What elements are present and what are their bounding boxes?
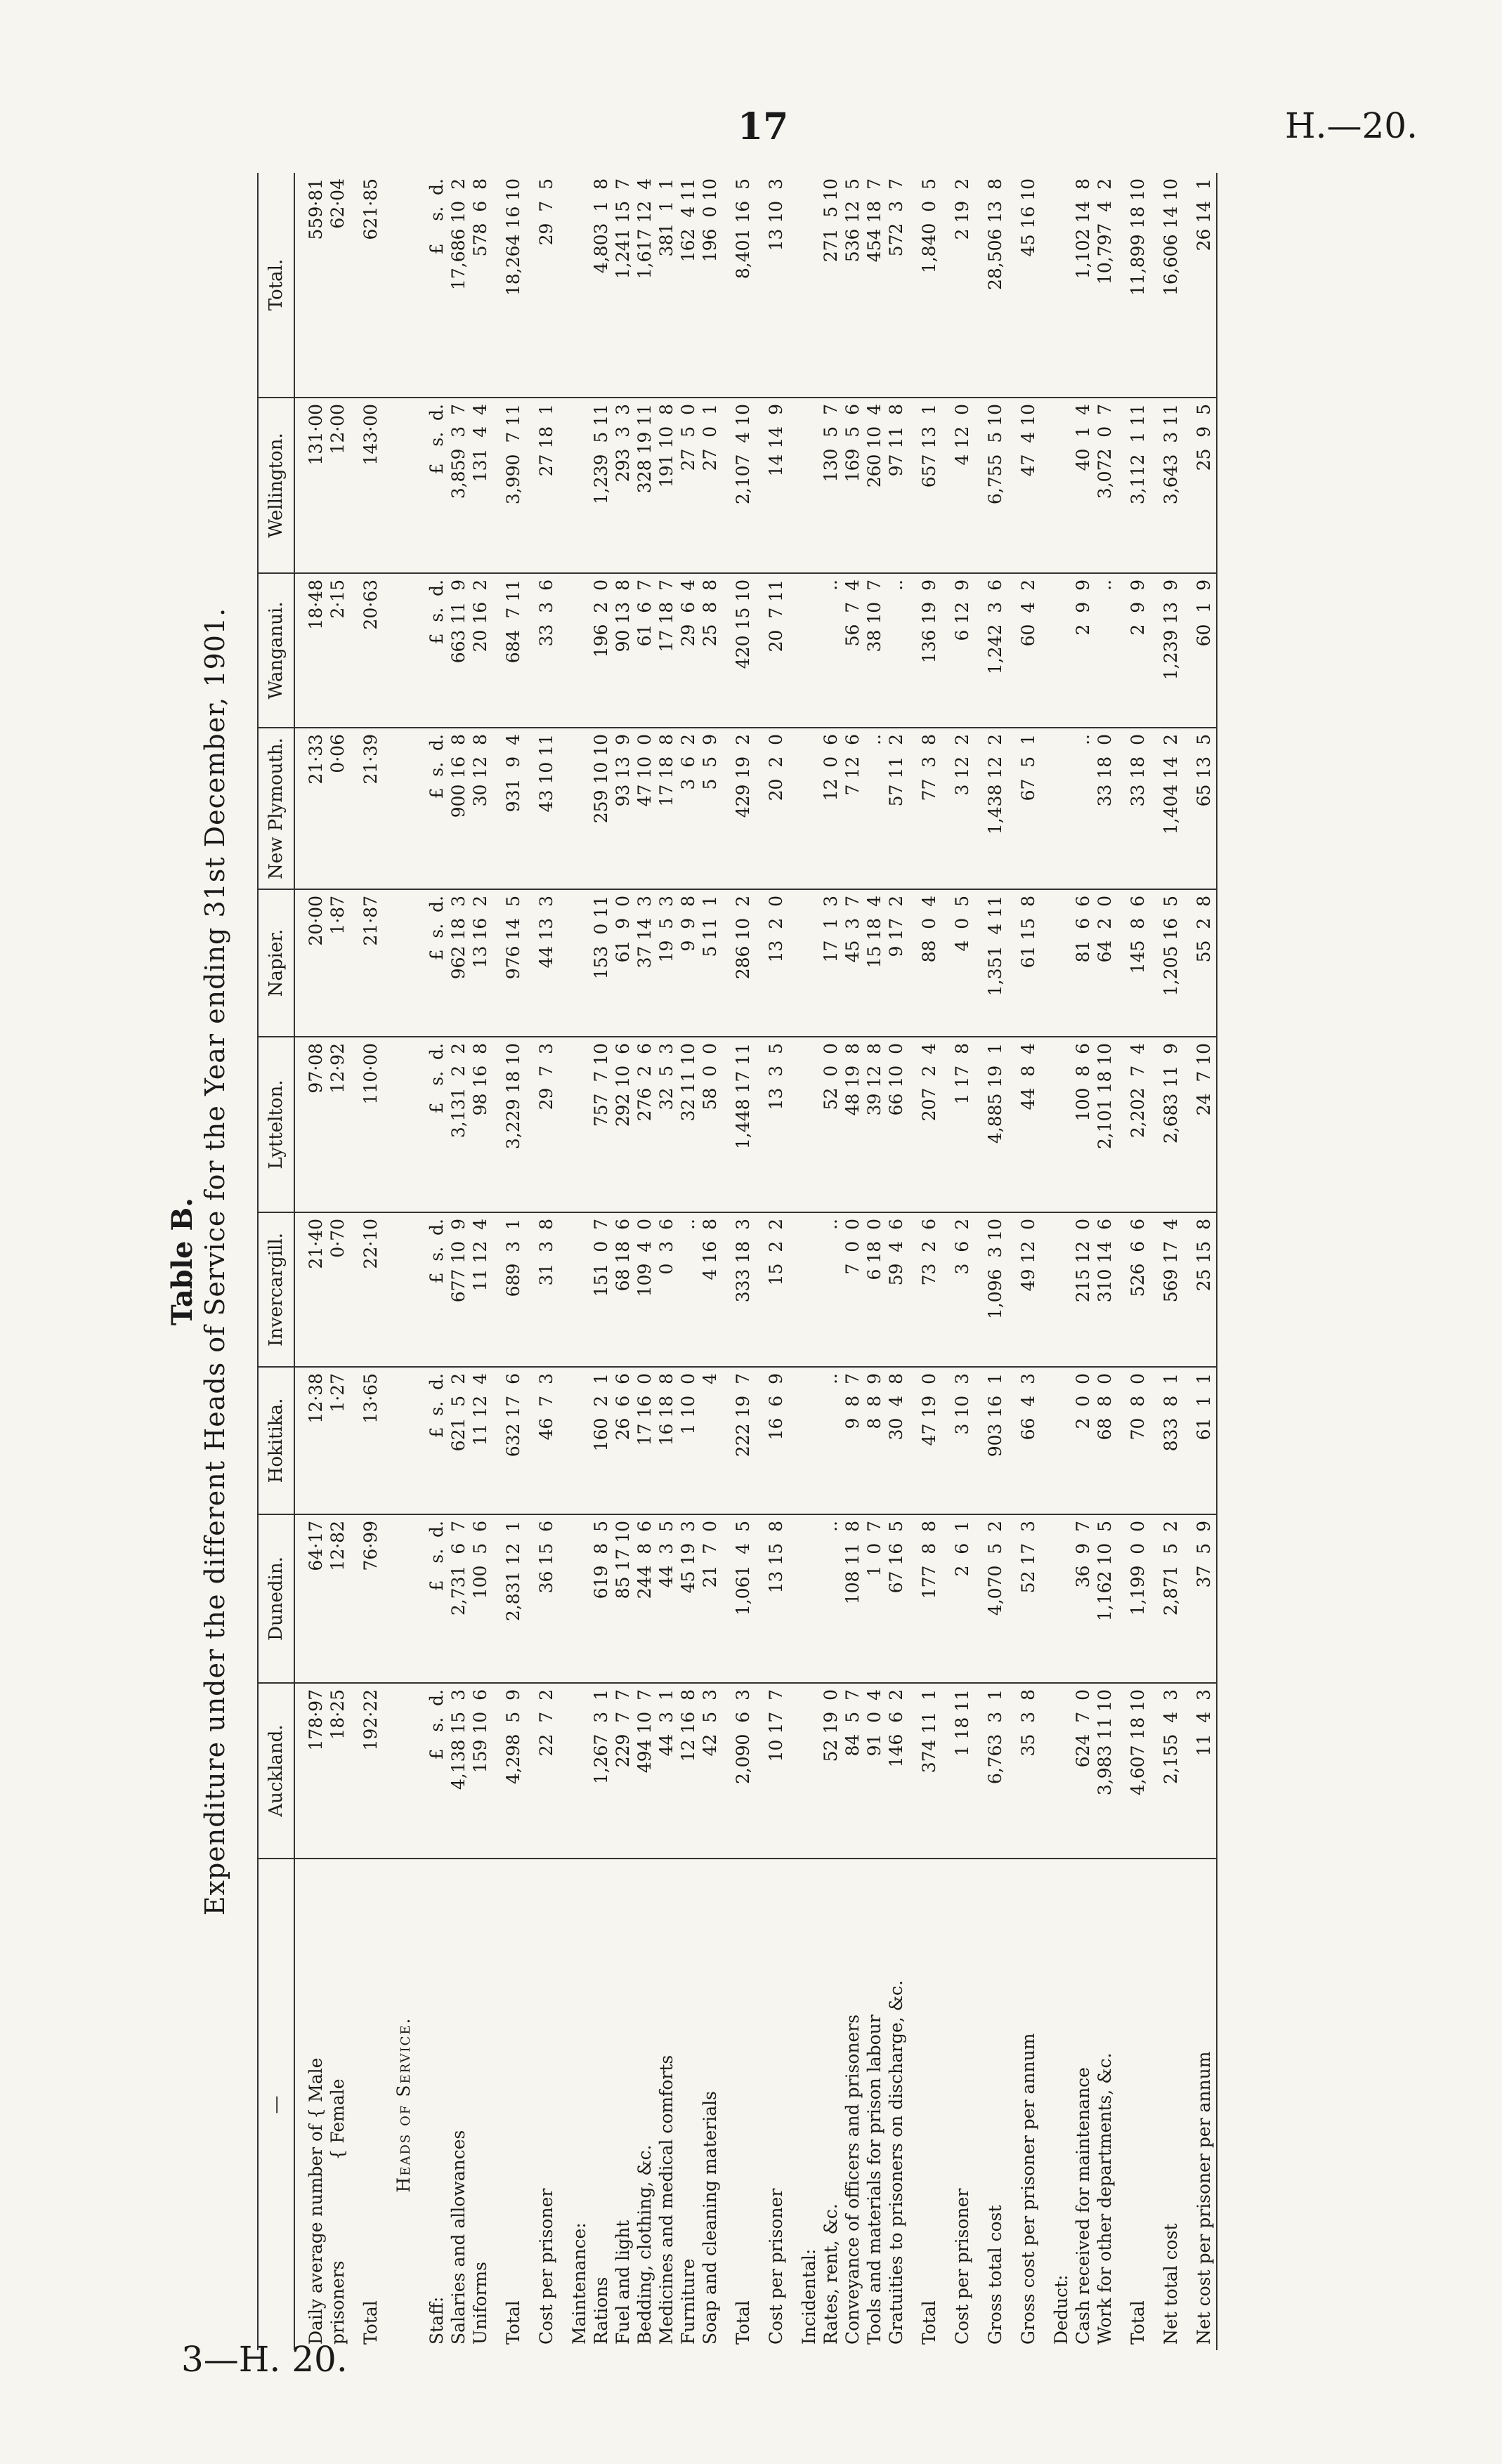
value-cell: 44 8 4 [1007, 1037, 1040, 1212]
value-cell: 2 6 1 [941, 1514, 974, 1683]
value-cell: 4 12 0 [941, 398, 974, 573]
value-cell: .. 56 7 4 38 10 7 .. [788, 573, 908, 728]
value-cell: 2,202 7 4 [1117, 1037, 1150, 1212]
row-label: Total [1128, 2300, 1148, 2345]
value-cell: 4,607 18 10 [1117, 1683, 1150, 1859]
value-cell: 177 8 8 [908, 1514, 941, 1683]
value-cell: 621·85 [350, 173, 383, 398]
value-cell: 33 18 0 [1117, 728, 1150, 889]
table-row [416, 173, 492, 2350]
row-label: Cost per prisoner [536, 2188, 556, 2345]
value-cell: 4 0 5 [941, 889, 974, 1037]
value-cell: 12·38 1·27 [294, 1367, 350, 1514]
value-cell: 1 17 8 [941, 1037, 974, 1212]
value-cell: 429 19 2 [722, 728, 755, 889]
value-cell: 374 11 1 [908, 1683, 941, 1859]
value-cell: 33 3 6 [525, 573, 559, 728]
value-cell: 1,239 13 9 [1150, 573, 1183, 728]
value-cell: 60 1 9 [1183, 573, 1217, 728]
value-cell: 22·10 [350, 1212, 383, 1367]
table-row [974, 173, 1007, 2350]
row-label: Gross total cost [985, 2205, 1005, 2345]
value-cell: 136 19 9 [908, 573, 941, 728]
table-row [492, 173, 525, 2350]
value-cell: £ s. d. 3,859 3 7 131 4 4 [416, 398, 492, 573]
table-subtitle: Expenditure under the different Heads of Service for the Year ending 31st December, 1901. [200, 607, 230, 1916]
value-cell: 47 19 0 [908, 1367, 941, 1514]
table-row [559, 173, 722, 2350]
value-cell: £ s. d. 621 5 2 11 12 4 [416, 1367, 492, 1514]
table-row [350, 173, 383, 2350]
value-cell: 18·48 2·15 [294, 573, 350, 728]
row-label: Total [360, 2300, 381, 2345]
value-cell: 16,606 14 10 [1150, 173, 1183, 398]
value-cell: 3,112 1 11 [1117, 398, 1150, 573]
value-cell: £ s. d. 663 11 9 20 16 2 [416, 573, 492, 728]
value-cell: 40 1 4 3,072 0 7 [1040, 398, 1117, 573]
value-cell: 12 0 6 7 12 6 .. 57 11 2 [788, 728, 908, 889]
value-cell: £ s. d. 4,138 15 3 159 10 6 [416, 1683, 492, 1859]
value-cell: 215 12 0 310 14 6 [1040, 1212, 1117, 1367]
value-cell: 45 16 10 [1007, 173, 1040, 398]
value-cell: 1,267 3 1 229 7 7 494 10 7 44 3 1 12 16 8 42 5 3 [559, 1683, 722, 1859]
value-cell: 61 15 8 [1007, 889, 1040, 1037]
value-cell: 37 5 9 [1183, 1514, 1217, 1683]
value-cell: 559·81 62·04 [294, 173, 350, 398]
row-label: Daily average number of { Male prisoners { Female [306, 2057, 348, 2345]
empty-cell [383, 1212, 416, 1367]
value-cell: 1,438 12 2 [974, 728, 1007, 889]
value-cell: 52 0 0 48 19 8 39 12 8 66 10 0 [788, 1037, 908, 1212]
value-cell: 13 10 3 [755, 173, 788, 398]
value-cell: 13·65 [350, 1367, 383, 1514]
value-cell: 47 4 10 [1007, 398, 1040, 573]
row-label: Gross cost per prisoner per annum [1018, 2033, 1038, 2345]
table-row [788, 173, 908, 2350]
row-label: Staff: Salaries and allowances Uniforms [426, 2130, 490, 2345]
value-cell: 271 5 10 536 12 5 454 18 7 572 3 7 [788, 173, 908, 398]
value-cell: 624 7 0 3,983 11 10 [1040, 1683, 1117, 1859]
value-cell: 18,264 16 10 [492, 173, 525, 398]
value-cell: 16 6 9 [755, 1367, 788, 1514]
value-cell: 526 6 6 [1117, 1212, 1150, 1367]
value-cell: 8,401 16 5 [722, 173, 755, 398]
value-cell: 88 0 4 [908, 889, 941, 1037]
value-cell: 27 18 1 [525, 398, 559, 573]
value-cell: 44 13 3 [525, 889, 559, 1037]
value-cell: 66 4 3 [1007, 1367, 1040, 1514]
column-header: New Plymouth. [258, 728, 294, 889]
value-cell: 619 8 5 85 17 10 244 8 6 44 3 5 45 19 3 21 7 0 [559, 1514, 722, 1683]
value-cell: 20·63 [350, 573, 383, 728]
value-cell: 28,506 13 8 [974, 173, 1007, 398]
column-header: Invercargill. [258, 1212, 294, 1367]
value-cell: £ s. d. 677 10 9 11 12 4 [416, 1212, 492, 1367]
value-cell: 833 8 1 [1150, 1367, 1183, 1514]
value-cell: 2,871 5 2 [1150, 1514, 1183, 1683]
value-cell: 67 5 1 [1007, 728, 1040, 889]
value-cell: 22 7 2 [525, 1683, 559, 1859]
footer-code: 3—H. 20. [181, 2339, 348, 2380]
empty-cell [383, 1683, 416, 1859]
value-cell: £ s. d. 17,686 10 2 578 6 8 [416, 173, 492, 398]
value-cell: 6,763 3 1 [974, 1683, 1007, 1859]
value-cell: 20 2 0 [755, 728, 788, 889]
expenditure-table [257, 173, 1217, 2350]
table-row [941, 173, 974, 2350]
value-cell: 976 14 5 [492, 889, 525, 1037]
value-cell: 60 4 2 [1007, 573, 1040, 728]
table-row [722, 173, 755, 2350]
value-cell: 36 15 6 [525, 1514, 559, 1683]
value-cell: 3,643 3 11 [1150, 398, 1183, 573]
column-header: Auckland. [258, 1683, 294, 1859]
row-label: Total [919, 2300, 939, 2345]
value-cell: 2,683 11 9 [1150, 1037, 1183, 1212]
row-label: Total [733, 2300, 753, 2345]
value-cell: 192·22 [350, 1683, 383, 1859]
value-cell: 2 9 9 .. [1040, 573, 1117, 728]
value-cell: 4,298 5 9 [492, 1683, 525, 1859]
empty-cell [383, 1037, 416, 1212]
value-cell: 160 2 1 26 6 6 17 16 0 16 18 8 1 10 0 4 [559, 1367, 722, 1514]
empty-cell [383, 889, 416, 1037]
value-cell: 207 2 4 [908, 1037, 941, 1212]
value-cell: 35 3 8 [1007, 1683, 1040, 1859]
empty-cell [383, 1514, 416, 1683]
value-cell: 333 18 3 [722, 1212, 755, 1367]
table-row [1183, 173, 1217, 2350]
value-cell: 46 7 3 [525, 1367, 559, 1514]
column-header: Hokitika. [258, 1367, 294, 1514]
value-cell: 178·97 18·25 [294, 1683, 350, 1859]
column-header: Total. [258, 173, 294, 398]
column-header: Napier. [258, 889, 294, 1037]
value-cell: 4,070 5 2 [974, 1514, 1007, 1683]
value-cell: 1,102 14 8 10,797 4 2 [1040, 173, 1117, 398]
value-cell: 13 15 8 [755, 1514, 788, 1683]
page-number: 17 [738, 105, 789, 148]
value-cell: 1,351 4 11 [974, 889, 1007, 1037]
value-cell: 2 19 2 [941, 173, 974, 398]
row-label: Deduct: Cash received for maintenance Work for other departments, &c. [1051, 2052, 1115, 2345]
value-cell: 15 2 2 [755, 1212, 788, 1367]
value-cell: 13 3 5 [755, 1037, 788, 1212]
value-cell: 21·40 0·70 [294, 1212, 350, 1367]
value-cell: 2 0 0 68 8 0 [1040, 1367, 1117, 1514]
table-body [294, 173, 1217, 2350]
table-row [755, 173, 788, 2350]
empty-cell [383, 173, 416, 398]
value-cell: 20·00 1·87 [294, 889, 350, 1037]
value-cell: 13 2 0 [755, 889, 788, 1037]
section-title: Heads of Service. [393, 2017, 414, 2193]
value-cell: 77 3 8 [908, 728, 941, 889]
row-label: Net cost per prisoner per annum [1194, 2051, 1214, 2345]
value-cell: 2 9 9 [1117, 573, 1150, 728]
value-cell: 1,239 5 11 293 3 3 328 19 11 191 10 8 27 5 0 27 0 1 [559, 398, 722, 573]
value-cell: 29 7 3 [525, 1037, 559, 1212]
value-cell: 4,885 19 1 [974, 1037, 1007, 1212]
value-cell: 64·17 12·82 [294, 1514, 350, 1683]
value-cell: 1 18 11 [941, 1683, 974, 1859]
value-cell: 55 2 8 [1183, 889, 1217, 1037]
value-cell: 222 19 7 [722, 1367, 755, 1514]
value-cell: 151 0 7 68 18 6 109 4 0 0 3 6 .. 4 16 8 [559, 1212, 722, 1367]
value-cell: 43 10 11 [525, 728, 559, 889]
value-cell: 1,242 3 6 [974, 573, 1007, 728]
value-cell: .. 108 11 8 1 0 7 67 16 5 [788, 1514, 908, 1683]
table-row [525, 173, 559, 2350]
empty-cell [383, 398, 416, 573]
value-cell: 65 13 5 [1183, 728, 1217, 889]
value-cell: 1,061 4 5 [722, 1514, 755, 1683]
value-cell: 100 8 6 2,101 18 10 [1040, 1037, 1117, 1212]
value-cell: 196 2 0 90 13 8 61 6 7 17 18 7 29 6 4 25 8 8 [559, 573, 722, 728]
value-cell: 1,199 0 0 [1117, 1514, 1150, 1683]
value-cell: 26 14 1 [1183, 173, 1217, 398]
table-row [1007, 173, 1040, 2350]
value-cell: 21·39 [350, 728, 383, 889]
empty-cell [383, 728, 416, 889]
value-cell: 49 12 0 [1007, 1212, 1040, 1367]
value-cell: £ s. d. 962 18 3 13 16 2 [416, 889, 492, 1037]
value-cell: 153 0 11 61 9 0 37 14 3 19 5 3 9 9 8 5 11 1 [559, 889, 722, 1037]
row-label: Cost per prisoner [766, 2188, 786, 2345]
rotated-table-region [166, 173, 1430, 2350]
value-cell: 420 15 10 [722, 573, 755, 728]
value-cell: 25 15 8 [1183, 1212, 1217, 1367]
row-label: Net total cost [1161, 2223, 1181, 2345]
value-cell: 569 17 4 [1150, 1212, 1183, 1367]
value-cell: 21·87 [350, 889, 383, 1037]
value-cell: 52 19 0 84 5 7 91 0 4 146 6 2 [788, 1683, 908, 1859]
empty-cell [383, 1367, 416, 1514]
value-cell: 3,229 18 10 [492, 1037, 525, 1212]
value-cell: 36 9 7 1,162 10 5 [1040, 1514, 1117, 1683]
column-header: Lyttelton. [258, 1037, 294, 1212]
value-cell: £ s. d. 2,731 6 7 100 5 6 [416, 1514, 492, 1683]
value-cell: 689 3 1 [492, 1212, 525, 1367]
table-row [1117, 173, 1150, 2350]
value-cell: 17 1 3 45 3 7 15 18 4 9 17 2 [788, 889, 908, 1037]
value-cell: 11,899 18 10 [1117, 173, 1150, 398]
row-label: Total [503, 2300, 523, 2345]
value-cell: .. 9 8 7 8 8 9 30 4 8 [788, 1367, 908, 1514]
value-cell: 52 17 3 [1007, 1514, 1040, 1683]
value-cell: 2,107 4 10 [722, 398, 755, 573]
value-cell: 1,404 14 2 [1150, 728, 1183, 889]
value-cell: 81 6 6 64 2 0 [1040, 889, 1117, 1037]
value-cell: 130 5 7 169 5 6 260 10 4 97 11 8 [788, 398, 908, 573]
value-cell: 29 7 5 [525, 173, 559, 398]
value-cell: £ s. d. 3,131 2 2 98 16 8 [416, 1037, 492, 1212]
value-cell: 657 13 1 [908, 398, 941, 573]
value-cell: 143·00 [350, 398, 383, 573]
value-cell: 97·08 12·92 [294, 1037, 350, 1212]
table-row [1150, 173, 1183, 2350]
table-row [294, 173, 350, 2350]
value-cell: 259 10 10 93 13 9 47 10 0 17 18 8 3 6 2 5 5 9 [559, 728, 722, 889]
column-header-label: — [258, 1859, 294, 2350]
value-cell: 24 7 10 [1183, 1037, 1217, 1212]
value-cell: .. 7 0 0 6 18 0 59 4 6 [788, 1212, 908, 1367]
value-cell: £ s. d. 900 16 8 30 12 8 [416, 728, 492, 889]
page-code: H.—20. [1284, 105, 1418, 146]
value-cell: 2,090 6 3 [722, 1683, 755, 1859]
value-cell: 6 12 9 [941, 573, 974, 728]
value-cell: 1,096 3 10 [974, 1212, 1007, 1367]
column-header: Dunedin. [258, 1514, 294, 1683]
column-header: Wellington. [258, 398, 294, 573]
value-cell: 1,448 17 11 [722, 1037, 755, 1212]
value-cell: 632 17 6 [492, 1367, 525, 1514]
row-label: Cost per prisoner [952, 2188, 972, 2345]
value-cell: 2,155 4 3 [1150, 1683, 1183, 1859]
value-cell: 70 8 0 [1117, 1367, 1150, 1514]
value-cell: 11 4 3 [1183, 1683, 1217, 1859]
value-cell: 145 8 6 [1117, 889, 1150, 1037]
table-row [383, 173, 416, 2350]
value-cell: 684 7 11 [492, 573, 525, 728]
value-cell: 931 9 4 [492, 728, 525, 889]
value-cell: 4,803 1 8 1,241 15 7 1,617 12 4 381 1 1 162 4 11 196 0 10 [559, 173, 722, 398]
row-label: Incidental: Rates, rent, &c. Conveyance of officers and prisoners Tools and materials for prison labour Gratuities to prisoners on discharge, &c. [799, 1980, 906, 2345]
value-cell: 73 2 6 [908, 1212, 941, 1367]
value-cell: 14 14 9 [755, 398, 788, 573]
value-cell: 3 12 2 [941, 728, 974, 889]
value-cell: 903 16 1 [974, 1367, 1007, 1514]
value-cell: 3 10 3 [941, 1367, 974, 1514]
value-cell: 1,840 0 5 [908, 173, 941, 398]
value-cell: 21·33 0·06 [294, 728, 350, 889]
value-cell: 131·00 12·00 [294, 398, 350, 573]
column-header: Wanganui. [258, 573, 294, 728]
value-cell: 110·00 [350, 1037, 383, 1212]
value-cell: .. 33 18 0 [1040, 728, 1117, 889]
row-label: Maintenance: Rations Fuel and light Bedding, clothing, &c. Medicines and medical comforts Furniture Soap and cleaning materials [569, 2055, 720, 2345]
value-cell: 1,205 16 5 [1150, 889, 1183, 1037]
value-cell: 25 9 5 [1183, 398, 1217, 573]
value-cell: 757 7 10 292 10 6 276 2 6 32 5 3 32 11 10 58 0 0 [559, 1037, 722, 1212]
table-title: Table B. [166, 1197, 199, 1326]
value-cell: 2,831 12 1 [492, 1514, 525, 1683]
value-cell: 286 10 2 [722, 889, 755, 1037]
value-cell: 76·99 [350, 1514, 383, 1683]
value-cell: 3 6 2 [941, 1212, 974, 1367]
value-cell: 3,990 7 11 [492, 398, 525, 573]
table-row [908, 173, 941, 2350]
value-cell: 31 3 8 [525, 1212, 559, 1367]
table-row [1040, 173, 1117, 2350]
value-cell: 6,755 5 10 [974, 398, 1007, 573]
value-cell: 10 17 7 [755, 1683, 788, 1859]
empty-cell [383, 573, 416, 728]
value-cell: 20 7 11 [755, 573, 788, 728]
value-cell: 61 1 1 [1183, 1367, 1217, 1514]
header-row [258, 173, 294, 2350]
